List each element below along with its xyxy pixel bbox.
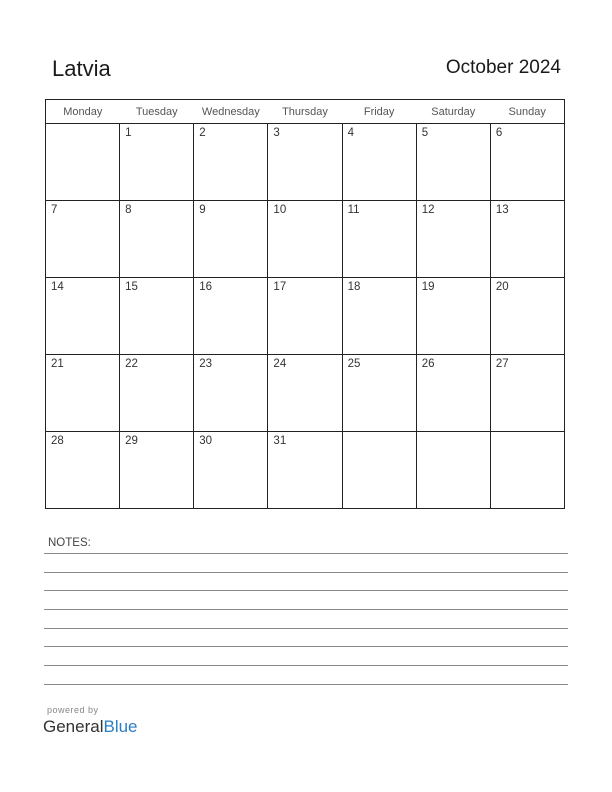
day-cell [194,355,268,432]
day-number: 23 [199,358,213,370]
day-cell [120,278,194,355]
day-cell [194,432,268,509]
day-number [46,124,119,127]
day-cell [490,432,564,509]
day-number: 15 [125,281,138,293]
day-cell [46,124,120,201]
day-cell [268,201,342,278]
day-cell [46,355,120,432]
day-number: 4 [347,127,354,139]
notes-label: NOTES: [48,537,91,549]
month-year-title: October 2024 [445,57,561,78]
day-cell [490,278,564,355]
day-number: 18 [347,281,361,293]
day-number: 17 [273,281,287,293]
day-cell [194,124,268,201]
weekday-wednesday: Wednesday [194,100,268,124]
note-line [44,590,568,591]
day-cell [194,278,268,355]
note-line [44,684,568,685]
day-cell [46,278,120,355]
day-number: 13 [495,204,509,216]
country-title: Latvia [52,56,111,81]
day-number: 26 [421,358,435,370]
day-cell [416,432,490,509]
note-line [44,646,568,647]
day-number: 21 [51,358,64,370]
weekday-thursday: Thursday [268,100,342,124]
note-line [44,609,568,610]
day-cell [268,432,342,509]
day-number: 16 [199,281,213,293]
day-number: 12 [421,204,435,216]
day-cell [120,355,194,432]
day-number: 11 [347,204,360,216]
brand-general-text: General [43,717,104,736]
day-number: 1 [125,127,132,139]
day-cell [46,201,120,278]
calendar-grid [45,99,565,509]
day-number: 10 [273,204,287,216]
day-number: 3 [273,127,280,139]
day-number: 19 [421,281,435,293]
day-number [491,432,564,435]
day-number: 7 [51,204,58,216]
brand-logo [43,717,138,737]
powered-by-text: powered by [47,705,99,715]
day-cell [416,278,490,355]
day-number: 28 [51,435,64,447]
day-cell [490,124,564,201]
brand-blue-text: Blue [103,717,138,736]
day-cell [120,201,194,278]
day-number: 8 [125,204,132,216]
week-row [46,124,565,201]
week-row [46,432,565,509]
note-line [44,665,568,666]
day-cell [120,124,194,201]
day-cell [342,355,416,432]
day-cell [120,432,194,509]
weekday-saturday: Saturday [416,100,490,124]
day-number: 29 [125,435,138,447]
day-number: 9 [199,204,206,216]
day-number: 24 [273,358,287,370]
week-row [46,201,565,278]
day-cell [268,278,342,355]
weekday-tuesday: Tuesday [120,100,194,124]
day-cell [342,432,416,509]
weekday-header-row [46,100,565,124]
day-number [343,432,416,435]
day-cell [342,124,416,201]
day-cell [268,124,342,201]
day-cell [416,355,490,432]
day-cell [194,201,268,278]
weekday-monday: Monday [46,100,120,124]
note-line [44,553,568,554]
day-number: 6 [495,127,503,139]
day-number: 27 [495,358,509,370]
day-cell [342,278,416,355]
day-cell [416,201,490,278]
week-row [46,278,565,355]
day-number: 30 [199,435,213,447]
weekday-friday: Friday [342,100,416,124]
weekday-sunday: Sunday [490,100,564,124]
note-line [44,572,568,573]
day-cell [46,432,120,509]
day-cell [416,124,490,201]
day-number: 20 [495,281,509,293]
day-number: 31 [273,435,287,447]
day-number: 5 [421,127,429,139]
note-line [44,628,568,629]
day-number [417,432,490,435]
day-cell [342,201,416,278]
day-number: 22 [125,358,138,370]
day-cell [490,201,564,278]
day-cell [268,355,342,432]
day-cell [490,355,564,432]
day-number: 2 [199,127,206,139]
day-number: 25 [347,358,361,370]
week-row [46,355,565,432]
day-number: 14 [51,281,64,293]
